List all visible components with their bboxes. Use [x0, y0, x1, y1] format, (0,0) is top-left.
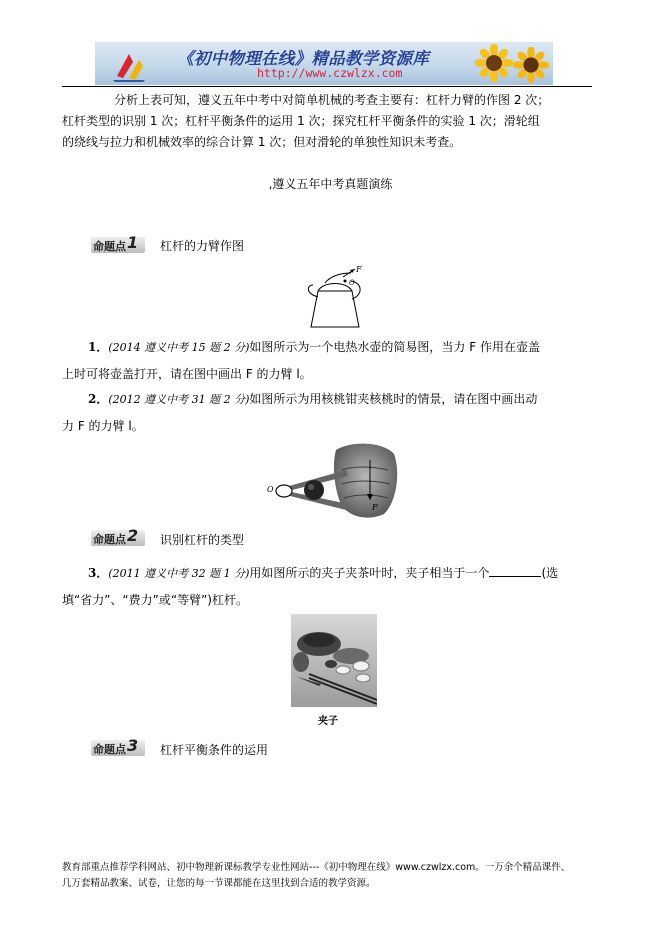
nutcracker-label-O: O [267, 485, 274, 494]
topic-badge-number: 2 [127, 526, 139, 545]
header-banner [95, 42, 553, 85]
topic-badge-label: 命题点 [93, 743, 126, 756]
page-footer [62, 860, 602, 892]
section-title: ,遵义五年中考真题演练 [268, 177, 393, 191]
analysis-line: 分析上表可知，遵义五年中考中对简单机械的考查主要有：杠杆力臂的作图 2 次； [114, 93, 550, 107]
question-3 [62, 560, 592, 613]
analysis-paragraph [62, 90, 590, 153]
topic-badge-label: 命题点 [93, 240, 126, 253]
question-text: (选 [541, 566, 559, 580]
topic-title: 杠杆的力臂作图 [160, 239, 245, 253]
topic-title: 杠杆平衡条件的运用 [160, 743, 269, 757]
topic-badge [91, 526, 145, 546]
nutcracker-label-F: F [372, 503, 378, 512]
sunflower-icon [513, 47, 549, 83]
topic-badge-label: 命题点 [93, 533, 126, 546]
question-text: 上时可将壶盖打开，请在图中画出 F 的力臂 l。 [62, 367, 312, 381]
header-divider [62, 86, 592, 87]
tea-tongs-photo [291, 614, 377, 707]
topic-title: 识别杠杆的类型 [160, 533, 245, 547]
question-number: 3． [88, 566, 109, 580]
kettle-figure [305, 263, 367, 331]
question-number: 1． [88, 340, 109, 354]
nutcracker-figure [262, 440, 402, 522]
kettle-label-O: O [349, 279, 355, 287]
topic-badge-number: 1 [127, 233, 139, 252]
question-source: (2014 遵义中考 15 题 2 分) [108, 341, 250, 354]
sunflower-icon [475, 44, 513, 82]
kettle-label-F: F [356, 265, 362, 274]
figure-caption: 夹子 [318, 716, 338, 727]
question-2 [62, 386, 592, 439]
question-source: (2011 遵义中考 32 题 1 分) [108, 567, 250, 580]
banner-title: 《初中物理在线》精品教学资源库 [177, 49, 429, 68]
question-text: 如图所示为用核桃钳夹核桃时的情景，请在图中画出动 [249, 392, 538, 406]
footer-line: 教育部重点推荐学科网站、初中物理新课标教学专业性网站---《初中物理在线》www.czwlzx.com。一万余个精品课件、 [62, 862, 571, 873]
question-text: 填“省力”、“费力”或“等臂”)杠杆。 [62, 593, 248, 607]
question-text: 如图所示为一个电热水壶的简易图，当力 F 作用在壶盖 [249, 340, 540, 354]
question-text: 用如图所示的夹子夹茶叶时，夹子相当于一个 [249, 566, 490, 580]
banner-url[interactable]: http://www.czwlzx.com [257, 66, 403, 80]
topic-badge [91, 736, 145, 756]
topic-badge [91, 233, 145, 253]
analysis-line: 杠杆类型的识别 1 次；杠杆平衡条件的运用 1 次；探究杠杆平衡条件的实验 1 次；滑轮组 [62, 114, 540, 128]
czwlzx-logo [109, 44, 149, 84]
topic-badge-number: 3 [127, 736, 139, 755]
question-1 [62, 334, 592, 387]
footer-line: 几万套精品教案、试卷，让您的每一节课都能在这里找到合适的教学资源。 [62, 878, 376, 889]
question-text: 力 F 的力臂 l。 [62, 419, 144, 433]
question-source: (2012 遵义中考 31 题 2 分) [108, 393, 250, 406]
answer-blank[interactable] [489, 564, 541, 577]
analysis-line: 的绕线与拉力和机械效率的综合计算 1 次；但对滑轮的单独性知识未考查。 [62, 135, 462, 149]
question-number: 2． [88, 392, 109, 406]
